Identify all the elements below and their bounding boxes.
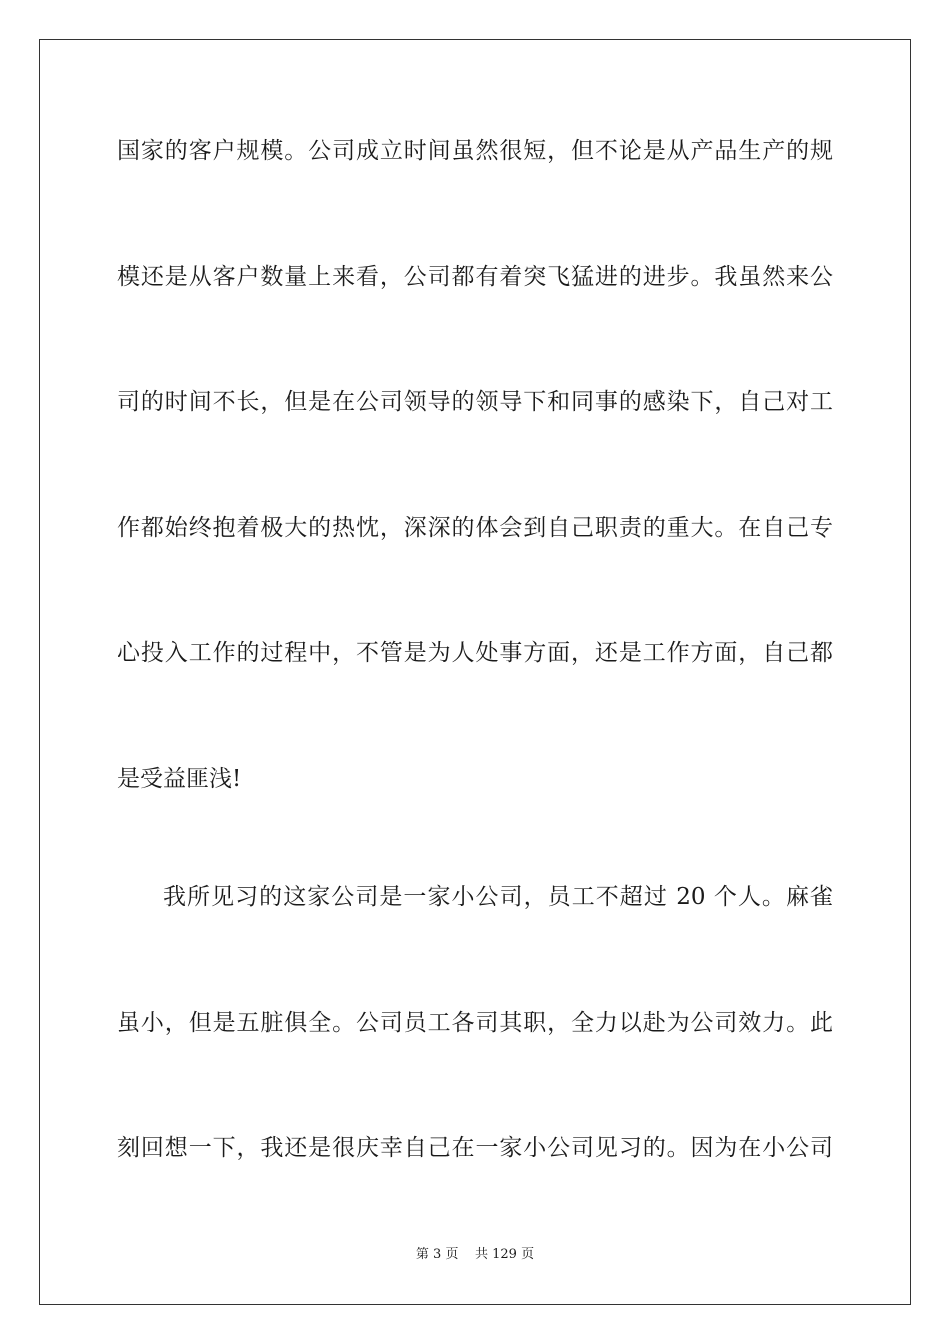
text-line: 司的时间不长，但是在公司领导的领导下和同事的感染下，自己对工 [117,389,833,415]
text-line: 刻回想一下，我还是很庆幸自己在一家小公司见习的。因为在小公司 [117,1135,833,1161]
page-footer [0,1245,950,1265]
text-line: 我所见习的这家公司是一家小公司，员工不超过 20 个人。麻雀 [163,884,833,910]
page-total: 共 129 页 [475,1247,535,1262]
page-number: 第 3 页 [415,1247,459,1262]
text-line: 模还是从客户数量上来看，公司都有着突飞猛进的进步。我虽然来公 [117,264,833,290]
text-line: 心投入工作的过程中，不管是为人处事方面，还是工作方面，自己都 [117,640,833,666]
text-line: 是受益匪浅! [117,766,242,792]
text-line: 作都始终抱着极大的热忱，深深的体会到自己职责的重大。在自己专 [117,515,833,541]
text-line: 虽小，但是五脏俱全。公司员工各司其职，全力以赴为公司效力。此 [117,1010,833,1036]
text-line: 国家的客户规模。公司成立时间虽然很短，但不论是从产品生产的规 [117,138,833,164]
